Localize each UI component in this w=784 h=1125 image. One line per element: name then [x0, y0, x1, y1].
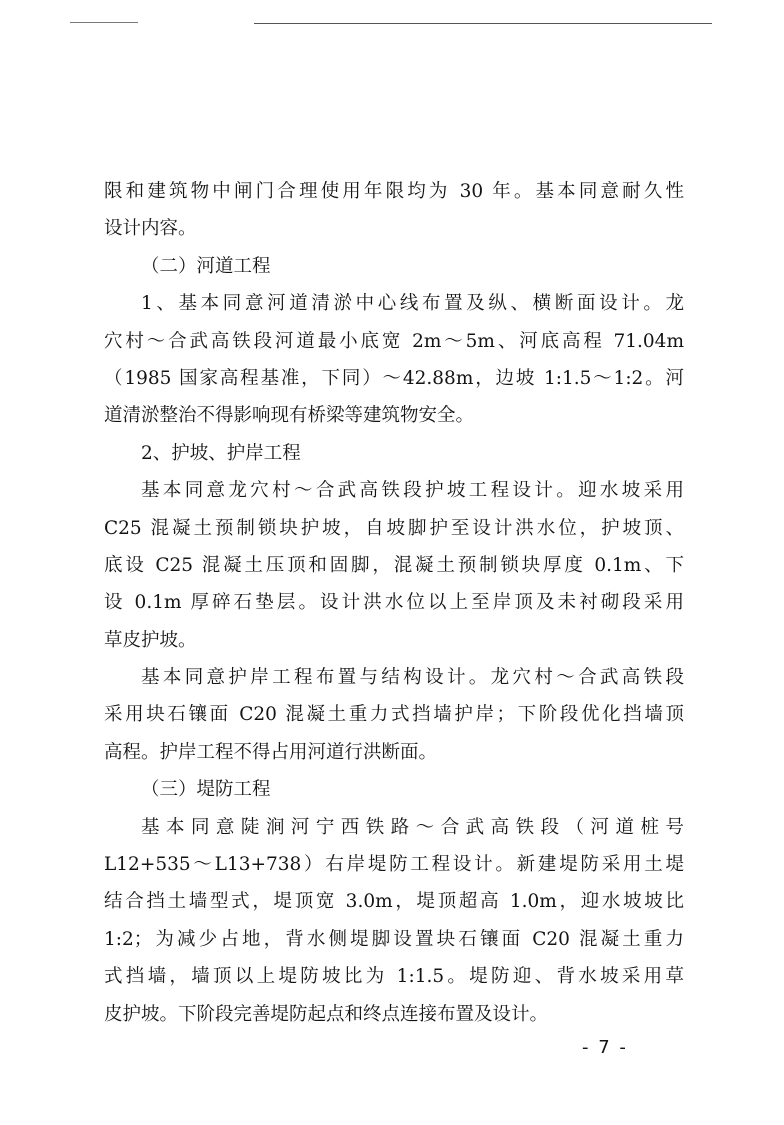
text-line: 结合挡土墙型式，堤顶宽 3.0m，堤顶超高 1.0m，迎水坡坡比 [104, 891, 684, 913]
page-number: - 7 - [582, 1037, 628, 1058]
text-line: 采用块石镶面 C20 混凝土重力式挡墙护岸；下阶段优化挡墙顶 [104, 704, 684, 726]
text-line: L12+535～L13+738）右岸堤防工程设计。新建堤防采用土堤 [104, 854, 684, 876]
text-line: 底设 C25 混凝土压顶和固脚，混凝土预制锁块厚度 0.1m、下 [104, 554, 684, 576]
text-line: 草皮护坡。 [104, 629, 197, 651]
text-line: C25 混凝土预制锁块护坡，自坡脚护至设计洪水位，护坡顶、 [104, 517, 684, 539]
text-line: 基本同意陡涧河宁西铁路～合武高铁段（河道桩号 [141, 816, 684, 838]
text-line: 穴村～合武高铁段河道最小底宽 2m～5m、河底高程 71.04m [104, 330, 684, 352]
text-line: （1985 国家高程基准，下同）～42.88m，边坡 1:1.5～1:2。河 [104, 367, 684, 389]
text-line: 1:2；为减少占地，背水侧堤脚设置块石镶面 C20 混凝土重力 [104, 928, 684, 950]
text-line: 设计内容。 [104, 218, 197, 240]
top-rule-right [254, 23, 712, 24]
subsection-heading: 2、护坡、护岸工程 [141, 442, 301, 464]
text-line: 基本同意龙穴村～合武高铁段护坡工程设计。迎水坡采用 [141, 480, 684, 502]
text-line: 设 0.1m 厚碎石垫层。设计洪水位以上至岸顶及未衬砌段采用 [104, 592, 684, 614]
text-line: 道清淤整治不得影响现有桥梁等建筑物安全。 [104, 405, 475, 427]
section-heading: （二）河道工程 [141, 255, 271, 277]
document-body [104, 173, 684, 1033]
section-heading: （三）堤防工程 [141, 779, 271, 801]
text-line: 基本同意护岸工程布置与结构设计。龙穴村～合武高铁段 [141, 667, 684, 689]
top-rule-left [70, 22, 138, 23]
text-line: 式挡墙，墙顶以上堤防坡比为 1:1.5。堤防迎、背水坡采用草 [104, 966, 684, 988]
text-line: 皮护坡。下阶段完善堤防起点和终点连接布置及设计。 [104, 1003, 549, 1025]
text-line: 1、基本同意河道清淤中心线布置及纵、横断面设计。龙 [141, 293, 684, 315]
text-line: 高程。护岸工程不得占用河道行洪断面。 [104, 741, 438, 763]
text-line: 限和建筑物中闸门合理使用年限均为 30 年。基本同意耐久性 [104, 181, 684, 202]
